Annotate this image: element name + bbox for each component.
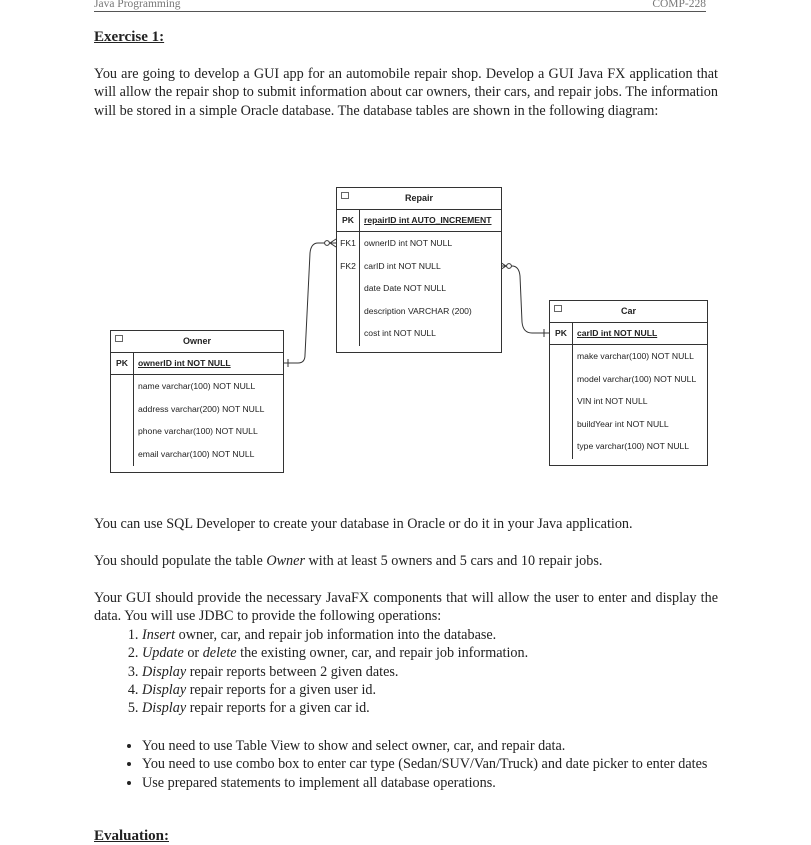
repair-field-row: FK1 ownerID int NOT NULL: [340, 238, 453, 248]
repair-field-row: description VARCHAR (200): [364, 305, 472, 316]
operations-list: [94, 626, 718, 717]
repair-car-link: [500, 266, 549, 333]
list-item: 1. Insert owner, car, and repair job information into the database.: [142, 626, 718, 644]
table-collapse-icon: [554, 305, 562, 312]
car-field-row: model varchar(100) NOT NULL: [577, 373, 697, 384]
evaluation-heading: Evaluation:: [94, 828, 170, 844]
table-collapse-icon: [341, 192, 349, 199]
table-collapse-icon: [115, 335, 123, 342]
list-item: 5. Display repair reports for a given car id.: [142, 699, 718, 717]
car-field-row: make varchar(100) NOT NULL: [577, 351, 694, 361]
car-table-header: Car: [550, 301, 707, 323]
list-item: 4. Display repair reports for a given user id.: [142, 681, 718, 699]
owner-table: [110, 330, 284, 473]
owner-field-row: email varchar(100) NOT NULL: [138, 448, 255, 459]
list-item: 2. Update or delete the existing owner, car, and repair job information.: [142, 644, 718, 662]
list-item: • Use prepared statements to implement all database operations.: [142, 774, 718, 792]
owner-table-header: Owner: [111, 331, 283, 353]
repair-pk-row: PK repairID int AUTO_INCREMENT: [337, 210, 501, 232]
repair-field-row: cost int NOT NULL: [364, 328, 436, 338]
intro-paragraph: You are going to develop a GUI app for an automobile repair shop. Develop a GUI Java FX application that will allow the repair shop to submit information about car owners, their cars, and repair jobs. The information will be stored in a simple Oracle database. The database tables are shown in the following diagram:: [94, 66, 718, 119]
car-field-row: VIN int NOT NULL: [577, 396, 648, 406]
exercise-title: Exercise 1:: [94, 29, 165, 45]
repair-table: [336, 187, 502, 353]
repair-owner-zero-mark: [325, 241, 330, 246]
owner-field-row: phone varchar(100) NOT NULL: [138, 426, 258, 436]
owner-pk-row: PK ownerID int NOT NULL: [111, 353, 283, 375]
requirements-list: [94, 737, 718, 792]
owner-repair-link: [283, 243, 336, 363]
repair-car-zero-mark: [507, 264, 512, 269]
repair-field-row: FK2 carID int NOT NULL: [340, 260, 441, 271]
owner-field-row: name varchar(100) NOT NULL: [138, 381, 256, 391]
gui-paragraph: Your GUI should provide the necessary JavaFX components that will allow the user to enter and display the data. You will use JDBC to provide the following operations:: [94, 590, 718, 625]
car-field-row: type varchar(100) NOT NULL: [577, 441, 690, 451]
list-item: • You need to use combo box to enter car type (Sedan/SUV/Van/Truck) and date picker to enter dates: [142, 755, 718, 773]
repair-table-header: Repair: [337, 188, 501, 210]
course-code: COMP-228: [652, 0, 706, 10]
populate-paragraph: You should populate the table Owner with at least 5 owners and 5 cars and 10 repair jobs.: [94, 553, 603, 569]
list-item: • You need to use Table View to show and select owner, car, and repair data.: [142, 737, 718, 755]
car-field-row: buildYear int NOT NULL: [577, 418, 669, 429]
course-name: Java Programming: [94, 0, 181, 10]
list-item: 3. Display repair reports between 2 given dates.: [142, 663, 718, 681]
repair-field-row: date Date NOT NULL: [364, 283, 446, 293]
owner-field-row: address varchar(200) NOT NULL: [138, 403, 265, 414]
sql-developer-paragraph: You can use SQL Developer to create your database in Oracle or do it in your Java application.: [94, 516, 633, 532]
car-table: [549, 300, 708, 466]
car-pk-row: PK carID int NOT NULL: [550, 323, 707, 345]
